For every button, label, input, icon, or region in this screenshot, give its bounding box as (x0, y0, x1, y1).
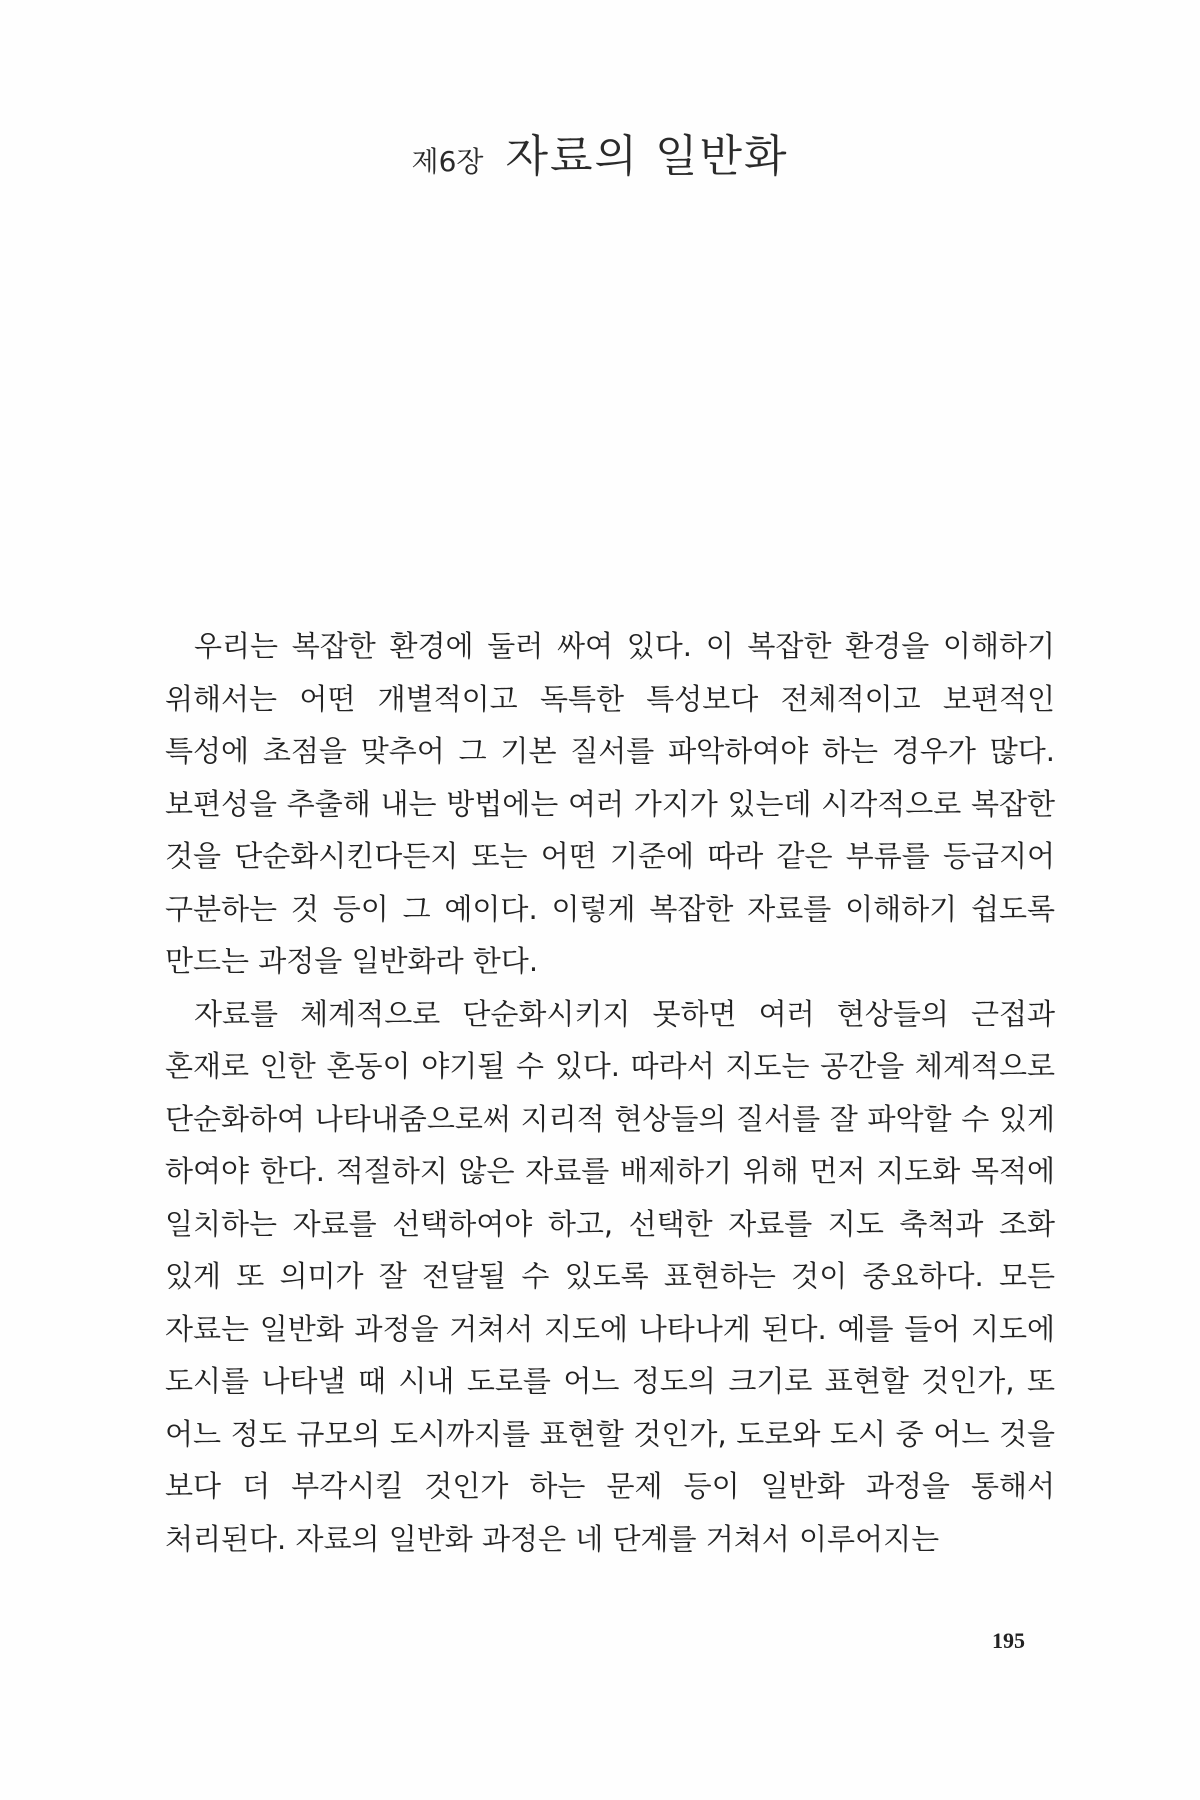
paragraph-2: 자료를 체계적으로 단순화시키지 못하면 여러 현상들의 근접과 혼재로 인한 혼동이 야기될 수 있다. 따라서 지도는 공간을 체계적으로 단순화하여 나타내줌으로써 지리적 현상들의 질서를 잘 파악할 수 있게 하여야 한다. 적절하지 않은 자료를 배제하기 위해 먼저 지도화 목적에 일치하는 자료를 선택하여야 하고, 선택한 자료를 지도 축척과 조화 있게 또 의미가 잘 전달될 수 있도록 표현하는 것이 중요하다. 모든 자료는 일반화 과정을 거쳐서 지도에 나타나게 된다. 예를 들어 지도에 도시를 나타낼 때 시내 도로를 어느 정도의 크기로 표현할 것인가, 또 어느 정도 규모의 도시까지를 표현할 것인가, 도로와 도시 중 어느 것을 보다 더 부각시킬 것인가 하는 문제 등이 일반화 과정을 통해서 처리된다. 자료의 일반화 과정은 네 단계를 거쳐서 이루어지는 (165, 996, 1055, 1556)
paragraph-1: 우리는 복잡한 환경에 둘러 싸여 있다. 이 복잡한 환경을 이해하기 위해서는 어떤 개별적이고 독특한 특성보다 전체적이고 보편적인 특성에 초점을 맞추어 그 기본 질서를 파악하여야 하는 경우가 많다. 보편성을 추출해 내는 방법에는 여러 가지가 있는데 시각적으로 복잡한 것을 단순화시킨다든지 또는 어떤 기준에 따라 같은 부류를 등급지어 구분하는 것 등이 그 예이다. 이렇게 복잡한 자료를 이해하기 쉽도록 만드는 과정을 일반화라 한다. (165, 629, 1055, 978)
body-text (165, 620, 1055, 1565)
chapter-heading (0, 120, 1200, 184)
page-number: 195 (992, 1628, 1025, 1653)
chapter-title: 자료의 일반화 (505, 131, 789, 182)
chapter-number: 제6장 (411, 145, 484, 178)
